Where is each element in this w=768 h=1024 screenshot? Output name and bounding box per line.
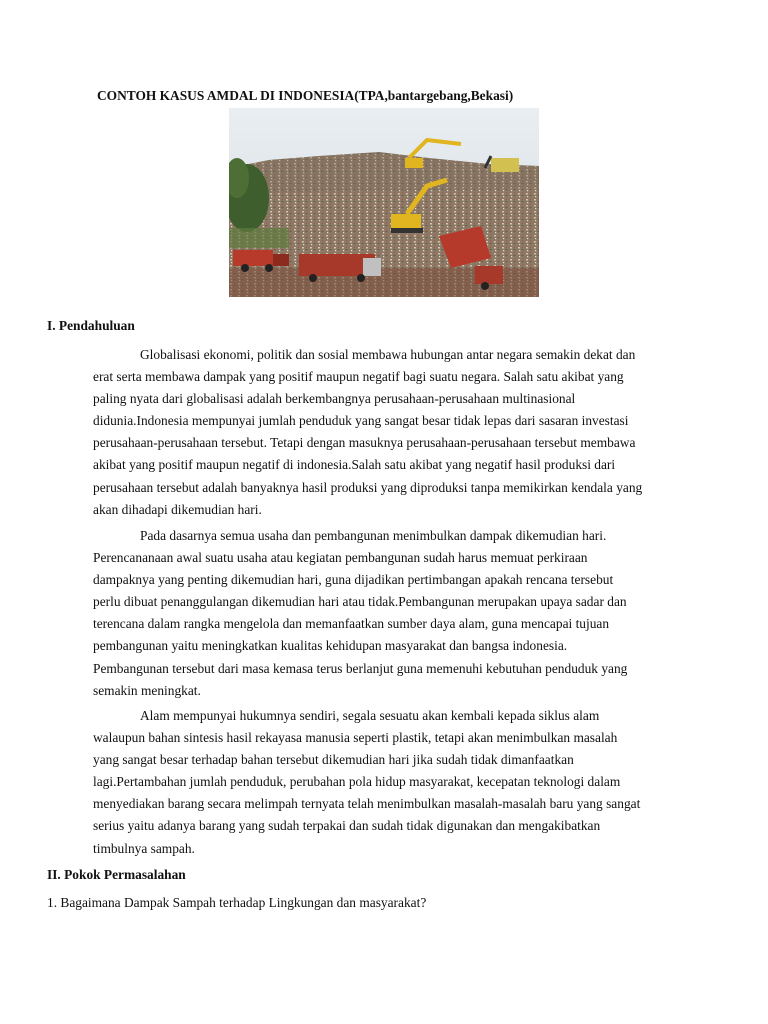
paragraph-line: Perencananaan awal suatu usaha atau kegiatan pembangunan sudah harus memuat perkiraan [93, 550, 588, 566]
paragraph-line: dampaknya yang penting dikemudian hari, guna dijadikan pertimbangan apakah rencana tersebut [93, 572, 614, 588]
paragraph-line: Alam mempunyai hukumnya sendiri, segala sesuatu akan kembali kepada siklus alam [140, 708, 600, 723]
paragraph-line: menyediakan barang secara melimpah ternyata telah menimbulkan masalah-masalah baru yang sangat [93, 796, 641, 812]
paragraph-line: serius yaitu adanya barang yang sudah terpakai dan sudah tidak digunakan dan mengakibatkan [93, 818, 601, 834]
paragraph-line: perusahaan-perusahaan tersebut. Tetapi dengan masuknya perusahaan-perusahaan tersebut membawa [93, 435, 636, 451]
paragraph-line: lagi.Pertambahan jumlah penduduk, perubahan pola hidup masyarakat, kecepatan teknologi dalam [93, 774, 621, 790]
paragraph-line: perusahaan tersebut adalah banyaknya hasil produksi yang diproduksi tanpa memikirkan kendala yang [93, 479, 643, 495]
paragraph-line: akibat yang positif maupun negatif di indonesia.Salah satu akibat yang negatif hasil produksi dari [93, 457, 616, 473]
landfill-photo [229, 108, 539, 297]
paragraph-line: akan dihadapi dikemudian hari. [93, 501, 262, 517]
paragraph-line: Globalisasi ekonomi, politik dan sosial membawa hubungan antar negara semakin dekat dan [140, 347, 636, 362]
section-heading-pokok-permasalahan: II. Pokok Permasalahan [47, 867, 186, 882]
paragraph-line: didunia.Indonesia mempunyai jumlah penduduk yang sangat besar tidak lepas dari sasaran investasi [93, 413, 629, 429]
paragraph-line: Pada dasarnya semua usaha dan pembangunan menimbulkan dampak dikemudian hari. [140, 528, 607, 543]
paragraph-2 [93, 525, 627, 702]
paragraph-line: yang sangat besar terhadap bahan tersebut dikemudian hari jika sudah tidak dimanfaatkan [93, 752, 574, 768]
paragraph-line: paling nyata dari globalisasi adalah berkembangnya perusahaan-perusahaan multinasional [93, 391, 576, 407]
document-title: CONTOH KASUS AMDAL DI INDONESIA(TPA,bantargebang,Bekasi) [97, 88, 514, 103]
paragraph-line: walaupun bahan sintesis hasil rekayasa manusia seperti plastik, tetapi akan menimbulkan masalah [93, 730, 618, 746]
paragraph-line: terencana dalam rangka mengelola dan memanfaatkan sumber daya alam, guna mencapai tujuan [93, 616, 610, 632]
paragraph-line: pembangunan yaitu meningkatkan kualitas kehidupan masyarakat dan bangsa indonesia. [93, 638, 568, 654]
paragraph-line: semakin meningkat. [93, 682, 201, 698]
paragraph-line: erat serta membawa dampak yang positif maupun negatif bagi suatu negara. Salah satu akibat yang [93, 369, 624, 385]
paragraph-line: perlu dibuat penanggulangan dikemudian hari atau tidak.Pembangunan merupakan upaya sadar dan [93, 594, 627, 610]
paragraph-line: timbulnya sampah. [93, 840, 195, 856]
paragraph-line: Pembangunan tersebut dari masa kemasa terus berlanjut guna memenuhi kebutuhan penduduk yang [93, 660, 628, 676]
question-item: 1. Bagaimana Dampak Sampah terhadap Lingkungan dan masyarakat? [47, 895, 427, 910]
section-heading-pendahuluan: I. Pendahuluan [47, 318, 135, 333]
paragraph-3 [93, 705, 640, 860]
paragraph-1 [93, 344, 642, 521]
